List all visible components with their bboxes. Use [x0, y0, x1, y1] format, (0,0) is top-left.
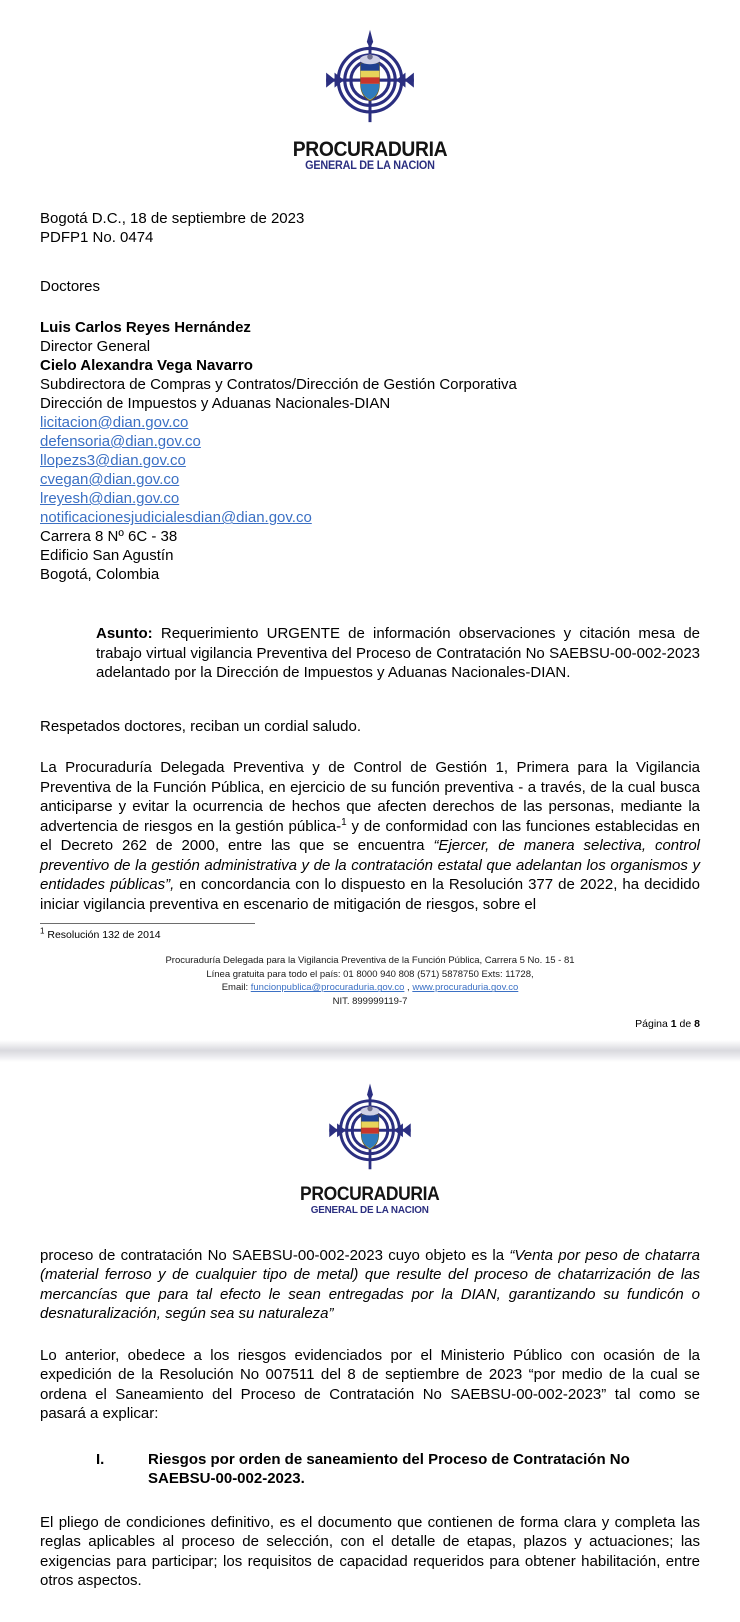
- page2-body: [40, 1216, 700, 1611]
- address-line-3: Bogotá, Colombia: [40, 566, 160, 584]
- greeting-paragraph: Respetados doctores, reciban un cordial saludo.: [40, 717, 362, 735]
- para1-part1: La Procuraduría Delegada Preventiva y de Control de Gestión 1, Primera para la Vigilancia Preventiva de la Función Pública, en ejercicio de su función preventiva - a través, de la cual busca anticiparse y evitar la ocurrencia de hechos que afecten derechos de las personas, mediante la advertencia de riesgos en la gestión pública-: [40, 759, 700, 835]
- logo-subtitle: GENERAL DE LA NACION: [305, 160, 435, 172]
- addressee-2-name: Cielo Alexandra Vega Navarro: [40, 356, 253, 374]
- footnote-text: Resolución 132 de 2014: [44, 929, 161, 942]
- page2-paragraph-1: [40, 1246, 700, 1324]
- footer-nit: NIT. 899999119-7: [332, 996, 408, 1008]
- footer-contact-line: [40, 981, 700, 995]
- footer-email-link[interactable]: funcionpublica@procuraduria.gov.co: [250, 982, 405, 994]
- email-link-llopezs3[interactable]: llopezs3@dian.gov.co: [40, 451, 186, 469]
- para1-part2: y de conformidad con las funciones establecidas en el Decreto 262 de 2000, entre las que se encuentra: [40, 817, 700, 855]
- footnote-marker-inline: 1: [341, 816, 347, 828]
- addressee-1-name: Luis Carlos Reyes Hernández: [40, 318, 251, 336]
- para1-quote: “Ejercer, de manera selectiva, control preventivo de la gestión administrativa y de la contratación estatal que adelantan los organismos y entidades públicas”,: [40, 837, 700, 894]
- footnote-1: [40, 926, 700, 942]
- para1-part3: en concordancia con lo dispuesto en la Resolución 377 de 2022, ha decidido iniciar vigilancia preventiva en escenario de mitigación de riesgos, sobre el: [40, 876, 700, 913]
- letter-meta: [40, 209, 700, 247]
- addressee-1-title: Director General: [40, 337, 151, 355]
- section-heading-1: [96, 1450, 700, 1489]
- address-line-1: Carrera 8 Nº 6C - 38: [40, 528, 178, 546]
- letterhead-logo: [40, 0, 700, 173]
- procuraduria-emblem-icon-page2: [318, 1080, 422, 1184]
- logo-name-page2: PROCURADURIA: [300, 1184, 440, 1205]
- city-date: Bogotá D.C., 18 de septiembre de 2023: [40, 209, 305, 227]
- logo-wordmark-page2: [294, 1185, 445, 1216]
- footer-phone: Línea gratuita para todo el país: 01 8000 940 808 (571) 5878750 Exts: 11728,: [206, 968, 534, 980]
- email-link-defensoria[interactable]: defensoria@dian.gov.co: [40, 432, 201, 450]
- logo-wordmark: [286, 139, 454, 173]
- email-link-cvegan[interactable]: cvegan@dian.gov.co: [40, 471, 180, 489]
- reference-number: PDFP1 No. 0474: [40, 228, 154, 246]
- page1-body: [40, 209, 700, 1009]
- page2-para1-quote: “Venta por peso de chatarra (material ferroso y de cualquier tipo de metal) que resulte del proceso de chatarrización de las mercancías que para tal efecto le sean entregadas por la DIAN, garantizando su fundicón o desnaturalización, según sea su naturaleza”: [40, 1246, 700, 1322]
- section-heading-1-text: Riesgos por orden de saneamiento del Proceso de Contratación No SAEBSU-00-002-2023.: [148, 1450, 630, 1487]
- page-current: 1: [670, 1018, 677, 1030]
- addressee-block: [40, 318, 700, 585]
- page2-paragraph-2: Lo anterior, obedece a los riesgos evidenciados por el Ministerio Público con ocasión de la expedición de la Resolución No 007511 del 8 de septiembre de 2023 “por medio de la cual se ordena el Saneamiento del Proceso de Contratación No SAEBSU-00-002-2023” tal como se pasará a explicar:: [40, 1346, 700, 1422]
- footnote-separator-rule: [40, 923, 255, 924]
- address-line-2: Edificio San Agustín: [40, 547, 174, 565]
- email-link-licitacion[interactable]: licitacion@dian.gov.co: [40, 413, 189, 431]
- section-heading-1-number: I.: [96, 1450, 105, 1468]
- procuraduria-emblem-icon: [314, 26, 426, 138]
- logo-name: PROCURADURIA: [292, 138, 448, 161]
- page-footer: [40, 954, 700, 1009]
- subject-label: Asunto:: [96, 625, 153, 643]
- footer-website-link[interactable]: www.procuraduria.gov.co: [412, 982, 519, 994]
- email-link-lreyesh[interactable]: lreyesh@dian.gov.co: [40, 490, 180, 508]
- footer-email-label: Email:: [221, 982, 251, 994]
- footer-address: Procuraduría Delegada para la Vigilancia Preventiva de la Función Pública, Carrera 5 No. 15 - 81: [165, 954, 575, 966]
- subject-block: [96, 624, 700, 683]
- page2-paragraph-3: El pliego de condiciones definitivo, es el documento que contienen de forma clara y completa las reglas aplicables al proceso de selección, con el detalle de etapas, plazos y actuaciones; las exigencias para participar; los requisitos de capacidad requeridos para obtener habilitación, entre otros aspectos.: [40, 1513, 700, 1589]
- addressee-2-title: Subdirectora de Compras y Contratos/Dirección de Gestión Corporativa: [40, 375, 517, 393]
- letterhead-logo-page2: [40, 1062, 700, 1216]
- footnote-number: 1: [40, 926, 45, 936]
- addressee-entity: Dirección de Impuestos y Aduanas Nacionales-DIAN: [40, 394, 391, 412]
- page-number: [635, 1018, 700, 1030]
- page-separator: [0, 1040, 740, 1062]
- document-page-2: [0, 1062, 740, 1622]
- salutation-label: Doctores: [40, 277, 101, 295]
- body-paragraph-1: [40, 758, 700, 914]
- page2-para1-part1: proceso de contratación No SAEBSU-00-002-2023 cuyo objeto es la: [40, 1246, 510, 1264]
- footer-separator: ,: [404, 982, 413, 994]
- page-of: de: [676, 1018, 695, 1030]
- logo-subtitle-page2: GENERAL DE LA NACION: [310, 1204, 429, 1216]
- page-total: 8: [694, 1018, 700, 1030]
- subject-text: Requerimiento URGENTE de información observaciones y citación mesa de trabajo virtual vigilancia Preventiva del Proceso de Contratación No SAEBSU-00-002-2023 adelantado por la Dirección de Impuestos y Aduanas Nacionales-DIAN.: [96, 625, 700, 682]
- email-link-notificaciones[interactable]: notificacionesjudicialesdian@dian.gov.co: [40, 509, 312, 527]
- page-label: Página: [635, 1018, 671, 1030]
